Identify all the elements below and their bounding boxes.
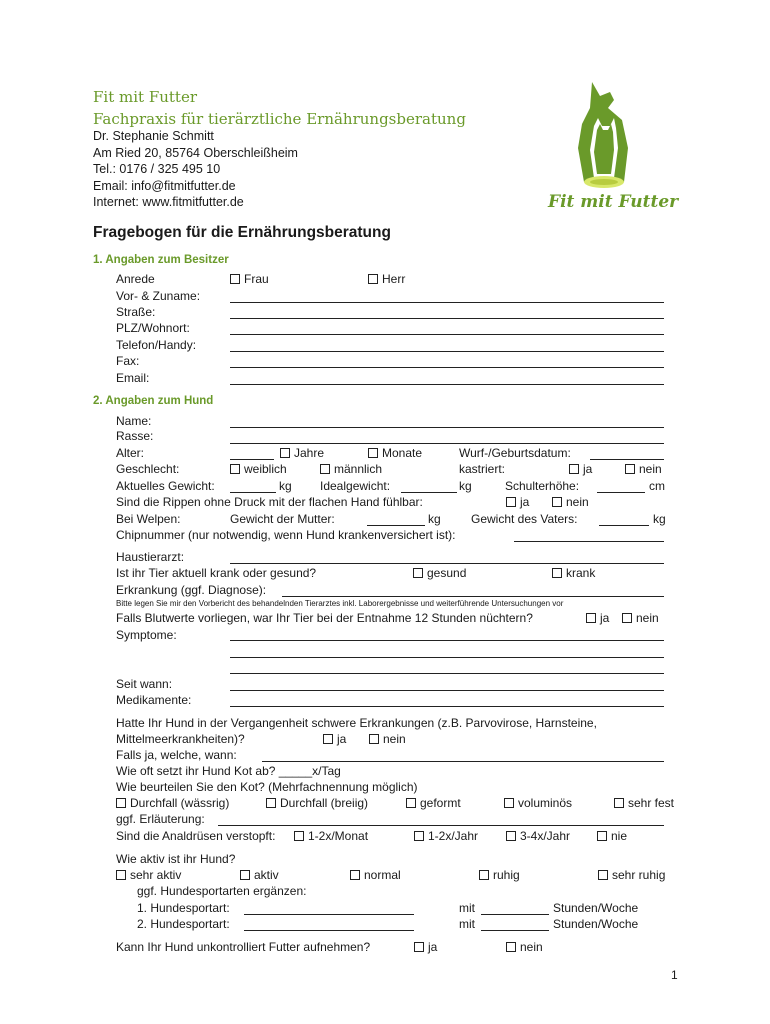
label-strasse: Straße: [116, 305, 156, 319]
checkbox-aktiv[interactable] [240, 868, 279, 882]
checkbox-icon [240, 870, 250, 880]
unit-kg: kg [653, 512, 666, 526]
option-label: Durchfall (breiig) [280, 796, 369, 810]
option-label: aktiv [254, 868, 279, 882]
option-label: ruhig [493, 868, 520, 882]
checkbox-icon [350, 870, 360, 880]
age-field[interactable] [230, 459, 274, 460]
label-vater: Gewicht des Vaters: [471, 512, 578, 526]
option-label: Frau [244, 272, 269, 286]
checkbox-icon [479, 870, 489, 880]
symptoms-field-2[interactable] [230, 657, 664, 658]
sport-2-hours-field[interactable] [481, 930, 549, 931]
checkbox-durchfall-breiig[interactable] [266, 796, 368, 810]
checkbox-monate[interactable] [368, 446, 422, 460]
option-label: nein [520, 940, 543, 954]
checkbox-icon [552, 497, 562, 507]
checkbox-anal-monat[interactable] [294, 829, 368, 843]
owner-name-field[interactable] [230, 302, 664, 303]
form-title: Fragebogen für die Ernährungsberatung [93, 224, 391, 241]
diagnosis-field[interactable] [282, 596, 664, 597]
checkbox-icon [323, 734, 333, 744]
contact-website: Internet: www.fitmitfutter.de [93, 195, 244, 209]
label-telefon: Telefon/Handy: [116, 338, 197, 352]
dog-cat-logo-icon [570, 78, 640, 196]
option-label: ja [428, 940, 438, 954]
option-label: voluminös [518, 796, 573, 810]
brand-subtitle: Fachpraxis für tierärztliche Ernährungsberatung [93, 110, 466, 128]
label-krank-q: Ist ihr Tier aktuell krank oder gesund? [116, 566, 317, 580]
checkbox-icon [116, 798, 126, 808]
label-mit: mit [459, 917, 475, 931]
label-rippen: Sind die Rippen ohne Druck mit der flachen Hand fühlbar: [116, 495, 423, 509]
explanation-field[interactable] [218, 825, 664, 826]
contact-phone: Tel.: 0176 / 325 495 10 [93, 162, 221, 176]
option-label: nein [383, 732, 406, 746]
checkbox-icon [597, 831, 607, 841]
checkbox-krank[interactable] [552, 566, 595, 580]
checkbox-kastriert-ja[interactable] [569, 462, 592, 476]
checkbox-icon [622, 613, 632, 623]
checkbox-futter-ja[interactable] [414, 940, 437, 954]
label-sport-1: 1. Hundesportart: [137, 901, 230, 915]
checkbox-icon [368, 274, 378, 284]
weight-field[interactable] [230, 492, 276, 493]
label-wurf: Wurf-/Geburtsdatum: [459, 446, 571, 460]
label-sport: ggf. Hundesportarten ergänzen: [137, 884, 307, 898]
option-label: weiblich [244, 462, 287, 476]
label-futter: Kann Ihr Hund unkontrolliert Futter aufnehmen? [116, 940, 371, 954]
vet-field[interactable] [230, 563, 664, 564]
ideal-weight-field[interactable] [401, 492, 457, 493]
owner-fax-field[interactable] [230, 367, 664, 368]
owner-email-field[interactable] [230, 384, 664, 385]
checkbox-weiblich[interactable] [230, 462, 287, 476]
label-plz: PLZ/Wohnort: [116, 321, 190, 335]
checkbox-icon [116, 870, 126, 880]
checkbox-icon [230, 274, 240, 284]
checkbox-icon [598, 870, 608, 880]
option-label: sehr ruhig [612, 868, 666, 882]
checkbox-voluminoes[interactable] [504, 796, 572, 810]
label-mit: mit [459, 901, 475, 915]
mother-weight-field[interactable] [367, 525, 425, 526]
label-dog-name: Name: [116, 414, 152, 428]
option-label: 1-2x/Monat [308, 829, 369, 843]
checkbox-herr[interactable] [368, 272, 405, 286]
unit-cm: cm [649, 479, 665, 493]
label-sport-2: 2. Hundesportart: [137, 917, 230, 931]
checkbox-icon [320, 464, 330, 474]
label-welpen: Bei Welpen: [116, 512, 181, 526]
checkbox-vergangenheit-nein[interactable] [369, 732, 406, 746]
label-kot-q: Wie beurteilen Sie den Kot? (Mehrfachnennung möglich) [116, 780, 418, 794]
section-dog-heading: 2. Angaben zum Hund [93, 395, 214, 407]
label-alter: Alter: [116, 446, 145, 460]
option-label: nein [566, 495, 589, 509]
checkbox-blut-nein[interactable] [622, 611, 659, 625]
logo-wordmark: Fit mit Futter [548, 192, 679, 212]
checkbox-rippen-ja[interactable] [506, 495, 529, 509]
checkbox-rippen-nein[interactable] [552, 495, 589, 509]
checkbox-futter-nein[interactable] [506, 940, 543, 954]
label-erlaeuterung: ggf. Erläuterung: [116, 812, 205, 826]
shoulder-field[interactable] [597, 492, 645, 493]
label-erkrankung: Erkrankung (ggf. Diagnose): [116, 583, 267, 597]
label-ideal: Idealgewicht: [320, 479, 391, 493]
option-label: gesund [427, 566, 467, 580]
option-label: geformt [420, 796, 461, 810]
owner-phone-field[interactable] [230, 351, 664, 352]
option-label: nie [611, 829, 628, 843]
checkbox-anal-nie[interactable] [597, 829, 627, 843]
checkbox-blut-ja[interactable] [586, 611, 609, 625]
checkbox-icon [506, 831, 516, 841]
checkbox-sehr-fest[interactable] [614, 796, 674, 810]
option-label: nein [636, 611, 659, 625]
checkbox-icon [368, 448, 378, 458]
checkbox-icon [414, 831, 424, 841]
option-label: ja [600, 611, 610, 625]
label-kot: Wie oft setzt ihr Hund Kot ab? _____x/Tag [116, 764, 341, 778]
checkbox-icon [586, 613, 596, 623]
option-label: männlich [334, 462, 383, 476]
father-weight-field[interactable] [599, 525, 649, 526]
label-geschlecht: Geschlecht: [116, 462, 180, 476]
option-label: 1-2x/Jahr [428, 829, 479, 843]
option-label: nein [639, 462, 662, 476]
option-label: Durchfall (wässrig) [130, 796, 230, 810]
option-label: 3-4x/Jahr [520, 829, 571, 843]
section-owner-heading: 1. Angaben zum Besitzer [93, 254, 229, 266]
checkbox-normal[interactable] [350, 868, 401, 882]
checkbox-icon [280, 448, 290, 458]
checkbox-icon [614, 798, 624, 808]
checkbox-jahre[interactable] [280, 446, 324, 460]
chip-field[interactable] [514, 541, 664, 542]
option-label: Monate [382, 446, 423, 460]
checkbox-icon [569, 464, 579, 474]
past-illness-field[interactable] [262, 761, 664, 762]
contact-email: Email: info@fitmitfutter.de [93, 179, 236, 193]
label-kastriert: kastriert: [459, 462, 506, 476]
checkbox-anal-3-4[interactable] [506, 829, 570, 843]
checkbox-icon [414, 942, 424, 952]
checkbox-icon [504, 798, 514, 808]
label-gewicht: Aktuelles Gewicht: [116, 479, 215, 493]
option-label: Jahre [294, 446, 325, 460]
vet-report-note: Bitte legen Sie mir den Vorbericht des behandelnden Tierarztes inkl. Laborergebnisse und weiterführende Untersuchungen vor [116, 599, 564, 608]
label-medikamente: Medikamente: [116, 693, 192, 707]
checkbox-sehr-aktiv[interactable] [116, 868, 181, 882]
label-anrede: Anrede [116, 272, 155, 286]
label-vergangenheit-1: Hatte Ihr Hund in der Vergangenheit schwere Erkrankungen (z.B. Parvovirose, Harnsteine, [116, 716, 597, 730]
label-symptome: Symptome: [116, 628, 177, 642]
checkbox-geformt[interactable] [406, 796, 461, 810]
sport-1-hours-field[interactable] [481, 914, 549, 915]
label-vergangenheit-2: Mittelmeerkrankheiten)? [116, 732, 245, 746]
option-label: sehr aktiv [130, 868, 182, 882]
owner-street-field[interactable] [230, 318, 664, 319]
label-rasse: Rasse: [116, 429, 154, 443]
dog-breed-field[interactable] [230, 443, 664, 444]
label-stunden: Stunden/Woche [553, 901, 639, 915]
sport-2-field[interactable] [244, 930, 414, 931]
label-name: Vor- & Zuname: [116, 289, 201, 303]
checkbox-icon [294, 831, 304, 841]
checkbox-gesund[interactable] [413, 566, 466, 580]
checkbox-maennlich[interactable] [320, 462, 382, 476]
checkbox-icon [552, 568, 562, 578]
checkbox-icon [413, 568, 423, 578]
option-label: ja [337, 732, 347, 746]
option-label: normal [364, 868, 401, 882]
sport-1-field[interactable] [244, 914, 414, 915]
unit-kg: kg [279, 479, 292, 493]
symptoms-field-1[interactable] [230, 640, 664, 641]
owner-city-field[interactable] [230, 334, 664, 335]
label-welche: Falls ja, welche, wann: [116, 748, 237, 762]
label-seit: Seit wann: [116, 677, 173, 691]
label-tierarzt: Haustierarzt: [116, 550, 185, 564]
label-schulter: Schulterhöhe: [505, 479, 580, 493]
option-label: sehr fest [628, 796, 675, 810]
page-number: 1 [671, 968, 678, 982]
checkbox-durchfall-waessrig[interactable] [116, 796, 229, 810]
checkbox-anal-jahr[interactable] [414, 829, 478, 843]
checkbox-icon [506, 497, 516, 507]
label-stunden: Stunden/Woche [553, 917, 639, 931]
option-label: krank [566, 566, 596, 580]
label-chip: Chipnummer (nur notwendig, wenn Hund krankenversichert ist): [116, 528, 456, 542]
birthdate-field[interactable] [590, 459, 664, 460]
option-label: ja [583, 462, 593, 476]
label-mutter: Gewicht der Mutter: [230, 512, 335, 526]
label-aktiv-q: Wie aktiv ist ihr Hund? [116, 852, 236, 866]
option-label: Herr [382, 272, 406, 286]
unit-kg: kg [428, 512, 441, 526]
checkbox-frau[interactable] [230, 272, 269, 286]
checkbox-icon [625, 464, 635, 474]
option-label: ja [520, 495, 530, 509]
label-fax: Fax: [116, 354, 140, 368]
checkbox-icon [369, 734, 379, 744]
checkbox-kastriert-nein[interactable] [625, 462, 662, 476]
label-anal: Sind die Analdrüsen verstopft: [116, 829, 276, 843]
checkbox-icon [506, 942, 516, 952]
checkbox-sehr-ruhig[interactable] [598, 868, 665, 882]
dog-name-field[interactable] [230, 427, 664, 428]
checkbox-icon [406, 798, 416, 808]
contact-name: Dr. Stephanie Schmitt [93, 129, 214, 143]
since-field[interactable] [230, 690, 664, 691]
checkbox-ruhig[interactable] [479, 868, 520, 882]
checkbox-icon [230, 464, 240, 474]
brand-title: Fit mit Futter [93, 88, 197, 106]
checkbox-vergangenheit-ja[interactable] [323, 732, 346, 746]
symptoms-field-3[interactable] [230, 673, 664, 674]
label-email: Email: [116, 371, 150, 385]
checkbox-icon [266, 798, 276, 808]
label-blut: Falls Blutwerte vorliegen, war Ihr Tier bei der Entnahme 12 Stunden nüchtern? [116, 611, 533, 625]
contact-address: Am Ried 20, 85764 Oberschleißheim [93, 146, 298, 160]
medication-field[interactable] [230, 706, 664, 707]
unit-kg: kg [459, 479, 472, 493]
